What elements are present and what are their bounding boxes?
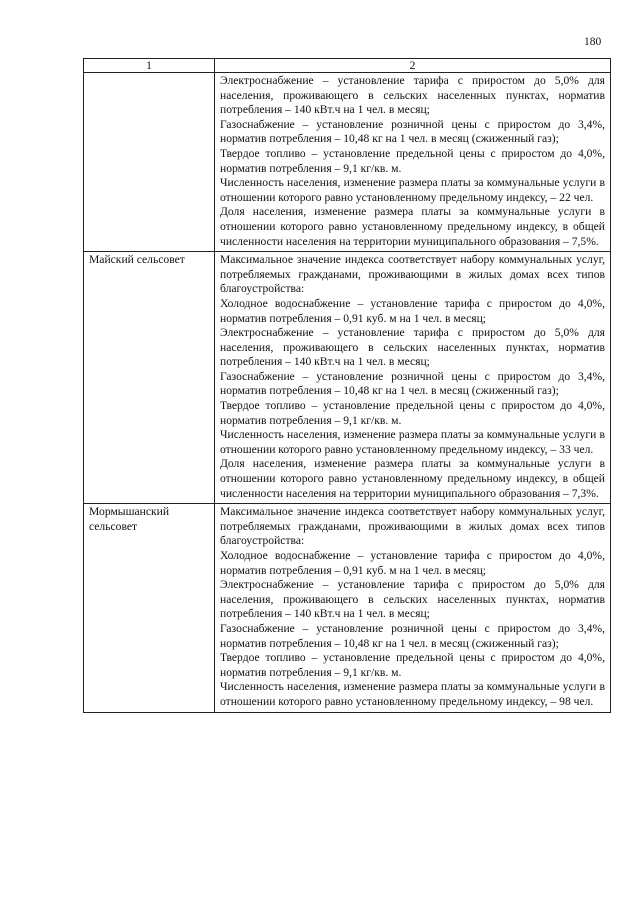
paragraph: Газоснабжение – установление розничной цены с приростом до 3,4%, норматив потребления – 10,48 кг на 1 чел. в месяц (сжиженный газ); <box>220 621 605 650</box>
paragraph: Холодное водоснабжение – установление тарифа с приростом до 4,0%, норматив потребления – 0,91 куб. м на 1 чел. в месяц; <box>220 549 605 577</box>
municipality-name: Майский сельсовет <box>84 252 215 504</box>
paragraph: Газоснабжение – установление розничной цены с приростом до 3,4%, норматив потребления – 10,48 кг на 1 чел. в месяц (сжиженный газ); <box>220 369 605 398</box>
municipality-name: Мормышанский сельсовет <box>84 504 215 712</box>
table-row <box>84 504 611 712</box>
column-header-2: 2 <box>215 59 611 73</box>
paragraph: Электроснабжение – установление тарифа с приростом до 5,0% для населения, проживающего в сельских населенных пунктах, норматив потребления – 140 кВт.ч на 1 чел. в месяц; <box>220 74 605 117</box>
paragraph: Твердое топливо – установление предельной цены с приростом до 4,0%, норматив потребления – 9,1 кг/кв. м. <box>220 651 605 679</box>
paragraph: Доля населения, изменение размера платы за коммунальные услуги в отношении которого равно установленному предельному индексу, в общей численности населения на территории муниципального образования – 7,3%. <box>220 457 605 500</box>
index-description <box>215 252 611 504</box>
paragraph: Газоснабжение – установление розничной цены с приростом до 3,4%, норматив потребления – 10,48 кг на 1 чел. в месяц (сжиженный газ); <box>220 117 605 146</box>
paragraph: Электроснабжение – установление тарифа с приростом до 5,0% для населения, проживающего в сельских населенных пунктах, норматив потребления – 140 кВт.ч на 1 чел. в месяц; <box>220 326 605 369</box>
paragraph: Максимальное значение индекса соответствует набору коммунальных услуг, потребляемых гражданами, проживающими в жилых домах всех типов благоустройства: <box>220 253 605 296</box>
paragraph: Доля населения, изменение размера платы за коммунальные услуги в отношении которого равно установленному предельному индексу, в общей численности населения на территории муниципального образования – 7,5%. <box>220 205 605 248</box>
paragraph: Численность населения, изменение размера платы за коммунальные услуги в отношении которого равно установленному предельному индексу, – 33 чел. <box>220 428 605 456</box>
municipal-index-table <box>83 58 611 713</box>
paragraph: Электроснабжение – установление тарифа с приростом до 5,0% для населения, проживающего в сельских населенных пунктах, норматив потребления – 140 кВт.ч на 1 чел. в месяц; <box>220 578 605 621</box>
table-row <box>84 252 611 504</box>
paragraph: Численность населения, изменение размера платы за коммунальные услуги в отношении которого равно установленному предельному индексу, – 22 чел. <box>220 176 605 204</box>
index-description <box>215 73 611 252</box>
column-header-1: 1 <box>84 59 215 73</box>
municipality-name <box>84 73 215 252</box>
paragraph: Численность населения, изменение размера платы за коммунальные услуги в отношении которого равно установленному предельному индексу, – 98 чел. <box>220 680 605 708</box>
paragraph: Максимальное значение индекса соответствует набору коммунальных услуг, потребляемых гражданами, проживающими в жилых домах всех типов благоустройства: <box>220 505 605 548</box>
page-number: 180 <box>584 36 602 48</box>
paragraph: Холодное водоснабжение – установление тарифа с приростом до 4,0%, норматив потребления – 0,91 куб. м на 1 чел. в месяц; <box>220 296 605 325</box>
paragraph: Твердое топливо – установление предельной цены с приростом до 4,0%, норматив потребления – 9,1 кг/кв. м. <box>220 146 605 175</box>
index-description <box>215 504 611 712</box>
table-header-row <box>84 59 611 73</box>
paragraph: Твердое топливо – установление предельной цены с приростом до 4,0%, норматив потребления – 9,1 кг/кв. м. <box>220 399 605 427</box>
table-row <box>84 73 611 252</box>
